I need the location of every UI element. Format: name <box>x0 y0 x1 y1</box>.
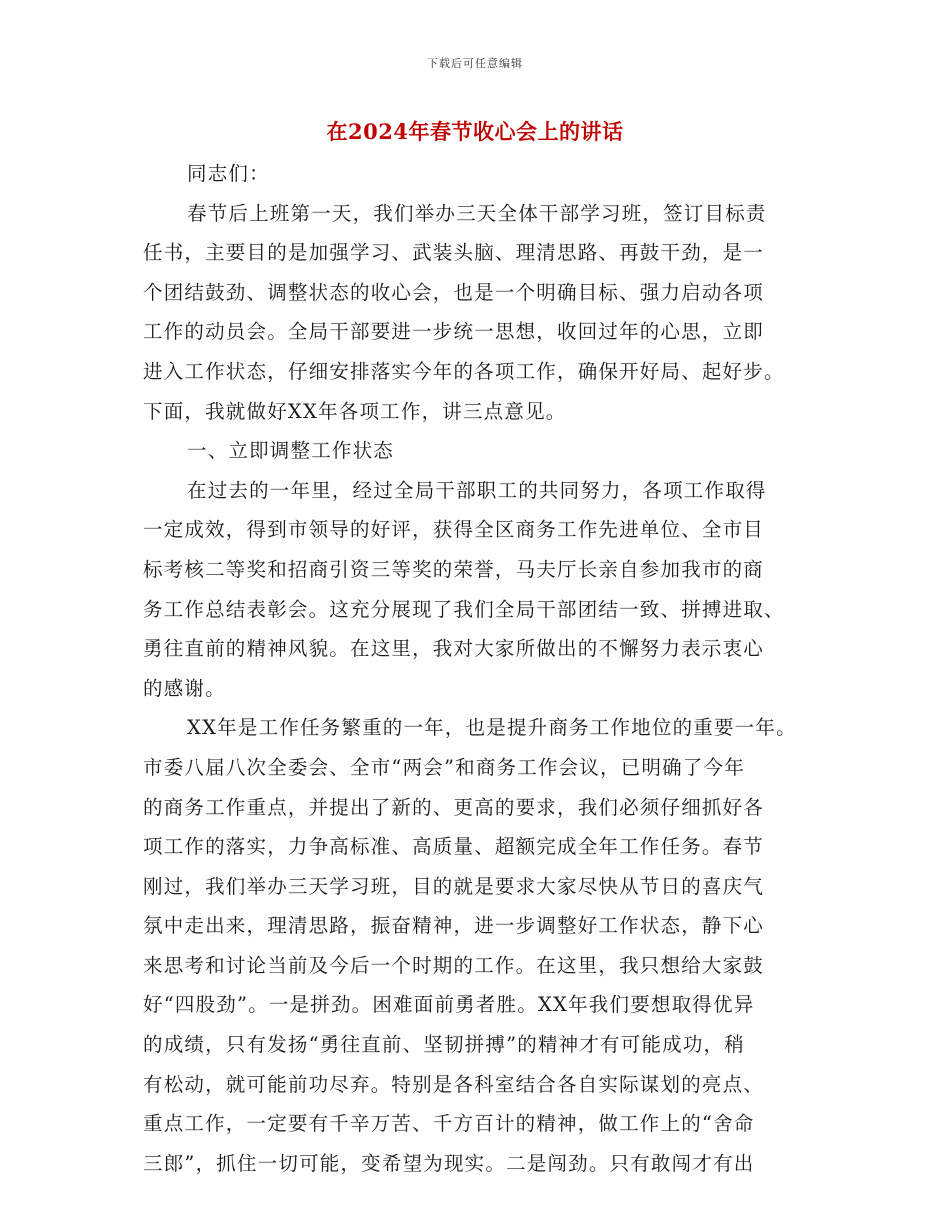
text-line: 一定成效，得到市领导的好评，获得全区商务工作先进单位、全市目 <box>143 518 765 542</box>
text-line: 进入工作状态，仔细安排落实今年的各项工作，确保开好局、起好步。 <box>143 359 785 383</box>
text-line: 任书，主要目的是加强学习、武装头脑、理清思路、再鼓干劲，是一 <box>143 241 765 265</box>
page-header-note: 下载后可任意编辑 <box>427 57 523 70</box>
text-line: 在过去的一年里，经过全局干部职工的共同努力，各项工作取得 <box>187 478 767 502</box>
text-line: 的感谢。 <box>143 676 226 700</box>
text-line: XX年是工作任务繁重的一年，也是提升商务工作地位的重要一年。 <box>187 716 797 740</box>
text-line: 工作的动员会。全局干部要进一步统一思想，收回过年的心思，立即 <box>143 320 765 344</box>
document-title: 在2024年春节收心会上的讲话 <box>326 119 624 144</box>
text-line: 好“四股劲”。一是拼劲。困难面前勇者胜。XX年我们要想取得优异 <box>143 993 755 1017</box>
text-line: 重点工作，一定要有千辛万苦、千方百计的精神，做工作上的“舍命 <box>143 1112 755 1136</box>
text-line: 春节后上班第一天，我们举办三天全体干部学习班，签订目标责 <box>187 201 767 225</box>
text-line: 同志们： <box>187 162 270 185</box>
text-line: 务工作总结表彰会。这充分展现了我们全局干部团结一致、拼搏进取、 <box>143 597 785 621</box>
text-line: 勇往直前的精神风貌。在这里，我对大家所做出的不懈努力表示衷心 <box>143 637 765 661</box>
text-line: 市委八届八次全委会、全市“两会”和商务工作会议，已明确了今年 <box>143 755 745 779</box>
text-line: 的成绩，只有发扬“勇往直前、坚韧拼搏”的精神才有可能成功，稍 <box>143 1033 745 1057</box>
text-line: 个团结鼓劲、调整状态的收心会，也是一个明确目标、强力启动各项 <box>143 280 765 304</box>
text-line: 刚过，我们举办三天学习班，目的就是要求大家尽快从节日的喜庆气 <box>143 874 765 898</box>
text-line: 的商务工作重点，并提出了新的、更高的要求，我们必须仔细抓好各 <box>143 795 765 819</box>
text-line: 来思考和讨论当前及今后一个时期的工作。在这里，我只想给大家鼓 <box>143 953 765 977</box>
text-line: 三郎”，抓住一切可能，变希望为现实。二是闯劲。只有敢闯才有出 <box>143 1151 755 1175</box>
text-line: 一、立即调整工作状态 <box>187 439 395 463</box>
text-line: 氛中走出来，理清思路，振奋精神，进一步调整好工作状态，静下心 <box>143 914 765 938</box>
document-body <box>143 154 808 1183</box>
text-line: 下面，我就做好XX年各项工作，讲三点意见。 <box>143 399 567 423</box>
text-line: 标考核二等奖和招商引资三等奖的荣誉，马夫厅长亲自参加我市的商 <box>143 557 765 581</box>
text-line: 有松动，就可能前功尽弃。特别是各科室结合各自实际谋划的亮点、 <box>143 1072 765 1096</box>
text-line: 项工作的落实，力争高标准、高质量、超额完成全年工作任务。春节 <box>143 835 765 859</box>
